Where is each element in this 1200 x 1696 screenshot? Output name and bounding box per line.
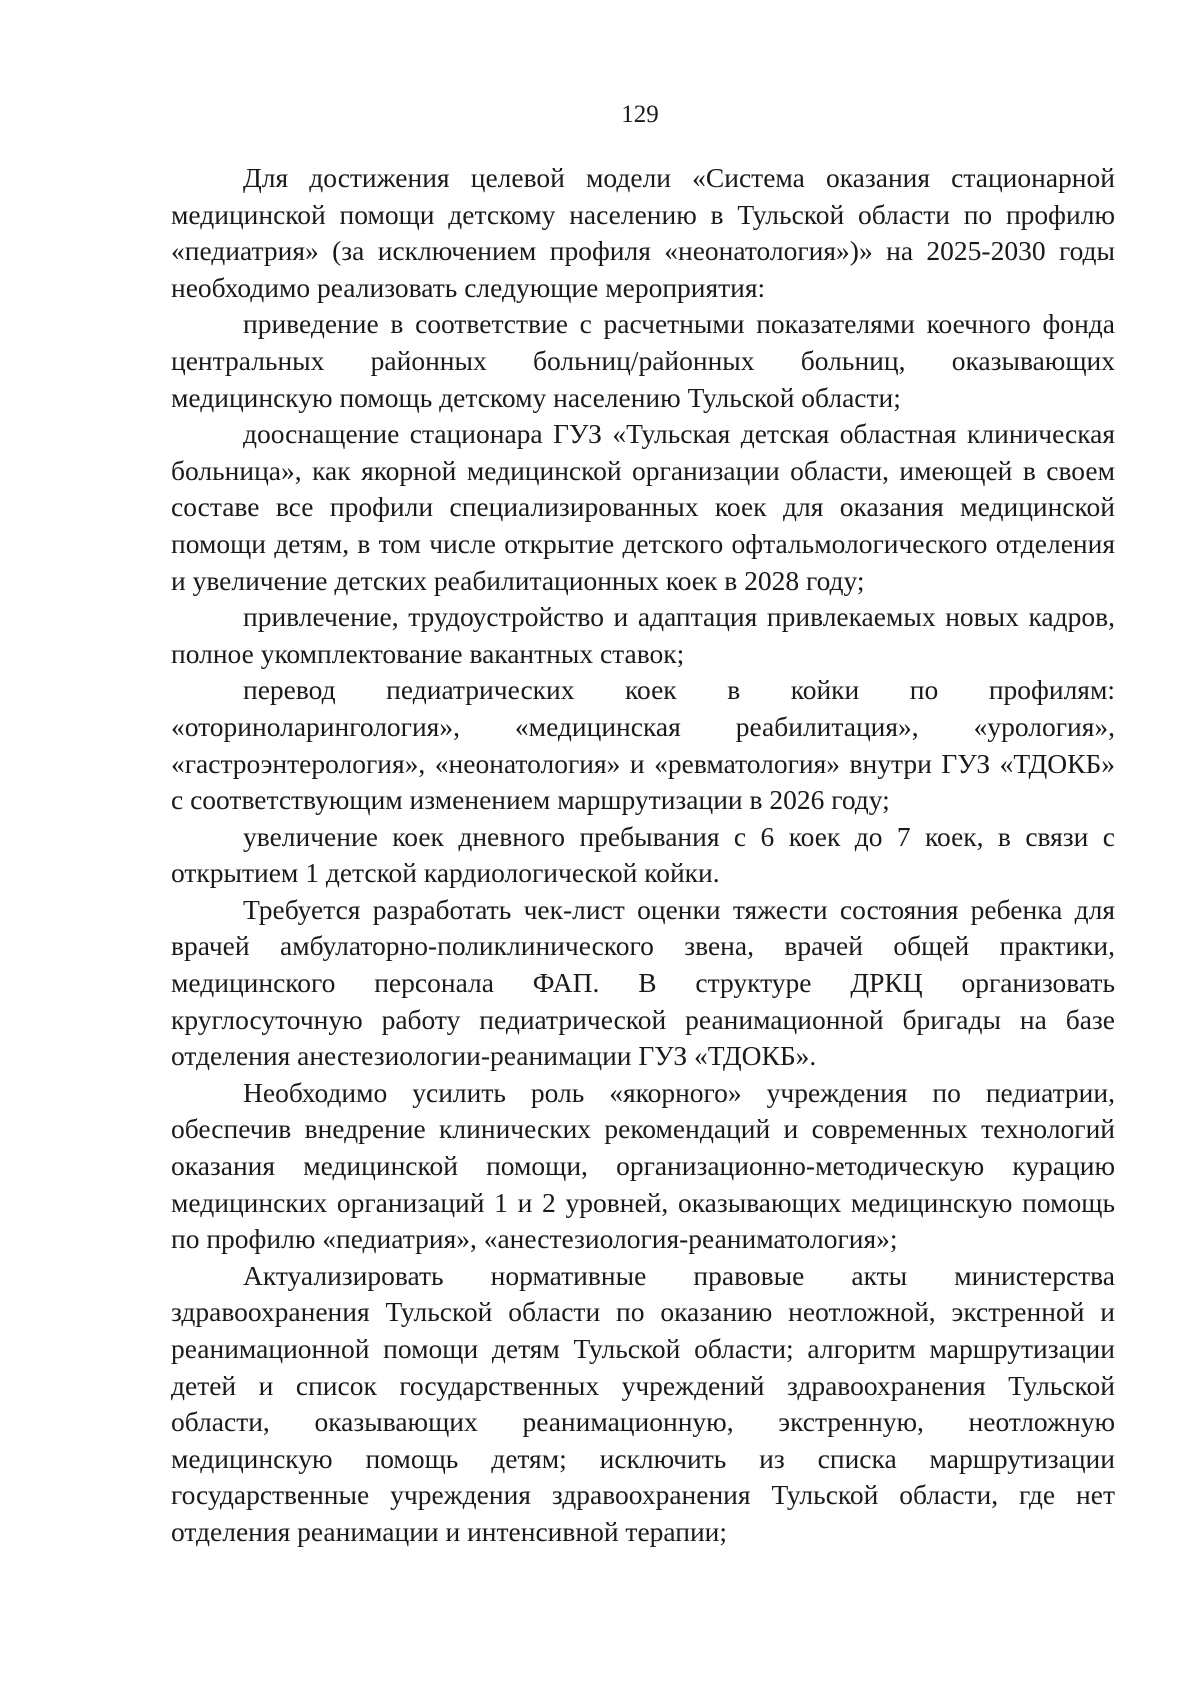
paragraph-bed-fund: приведение в соответствие с расчетными показателями коечного фонда центральных районных больниц/районных больниц, оказывающих медицинскую помощь детскому населению Тульской области;: [171, 308, 1115, 413]
paragraph-anchor-institution: Необходимо усилить роль «якорного» учреждения по педиатрии, обеспечив внедрение клинических рекомендаций и современных технологий оказания медицинской помощи, организационно-методическую курацию медицинских организаций 1 и 2 уровней, оказывающих медицинскую помощь по профилю «педиатрия», «анестезиология-реаниматология»;: [171, 1076, 1115, 1255]
paragraph-target-model: Для достижения целевой модели «Система оказания стационарной медицинской помощи детскому населению в Тульской области по профилю «педиатрия» (за исключением профиля «неонатология»)» на 2025-2030 годы необходимо реализовать следующие мероприятия:: [171, 162, 1115, 303]
paragraph-day-beds: увеличение коек дневного пребывания с 6 коек до 7 коек, в связи с открытием 1 детской кардиологической койки.: [171, 820, 1115, 889]
document-body: [171, 160, 1115, 1551]
paragraph-staffing: привлечение, трудоустройство и адаптация привлекаемых новых кадров, полное укомплектование вакантных ставок;: [171, 601, 1115, 669]
page-number: 129: [621, 101, 659, 128]
paragraph-hospital-equipment: дооснащение стационара ГУЗ «Тульская детская областная клиническая больница», как якорной медицинской организации области, имеющей в своем составе все профили специализированных коек для оказания медицинской помощи детям, в том числе открытие детского офтальмологического отделения и увеличение детских реабилитационных коек в 2028 году;: [171, 418, 1115, 596]
paragraph-regulations: Актуализировать нормативные правовые акты министерства здравоохранения Тульской области по оказанию неотложной, экстренной и реанимационной помощи детям Тульской области; алгоритм маршрутизации детей и список государственных учреждений здравоохранения Тульской области, оказывающих реанимационную, экстренную, неотложную медицинскую помощь детям; исключить из списка маршрутизации государственные учреждения здравоохранения Тульской области, где нет отделения реанимации и интенсивной терапии;: [171, 1259, 1115, 1547]
paragraph-checklist: Требуется разработать чек-лист оценки тяжести состояния ребенка для врачей амбулаторно-поликлинического звена, врачей общей практики, медицинского персонала ФАП. В структуре ДРКЦ организовать круглосуточную работу педиатрической реанимационной бригады на базе отделения анестезиологии-реанимации ГУЗ «ТДОКБ».: [171, 893, 1115, 1072]
paragraph-bed-transfer: перевод педиатрических коек в койки по профилям: «оториноларингология», «медицинская реабилитация», «урология», «гастроэнтерология», «неонатология» и «ревматология» внутри ГУЗ «ТДОКБ» с соответствующим изменением маршрутизации в 2026 году;: [171, 674, 1115, 816]
